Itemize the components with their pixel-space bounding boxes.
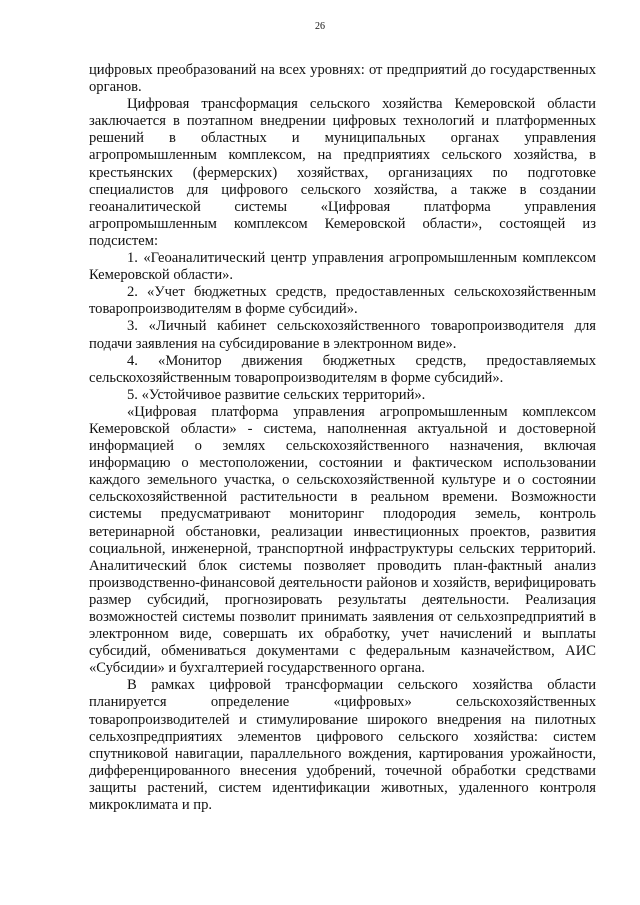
subsystem-item-5: 5. «Устойчивое развитие сельских территорий». — [127, 386, 426, 403]
document-body — [89, 62, 596, 814]
page-number: 26 — [315, 21, 325, 32]
paragraph-digital-producers: В рамках цифровой трансформации сельского хозяйства области планируется определение «цифровых» сельскохозяйственных товаропроизводителей и стимулирование широкого внедрения на пилотных сельхозпредприятиях элементов цифрового сельского хозяйства: систем спутниковой навигации, параллельного вождения, картирования урожайности, дифференцированного внесения удобрений, точечной обработки средствами защиты растений, систем идентификации животных, удаленного контроля микроклимата и пр. — [89, 677, 596, 814]
paragraph-platform-description: «Цифровая платформа управления агропромышленным комплексом Кемеровской области» - система, наполненная актуальной и достоверной информацией о землях сельскохозяйственного назначения, включая информацию о местоположении, состоянии и фактическом использовании каждого земельного участка, о сельскохозяйственной культуре и о состоянии сельскохозяйственной растительности в реальном времени. Возможности системы предусматривают мониторинг плодородия земель, контроль ветеринарной обстановки, реализации инвестиционных проектов, развития социальной, инженерной, транспортной инфраструктуры сельских территорий. Аналитический блок системы позволяет проводить план-фактный анализ производственно-финансовой деятельности районов и хозяйств, верифицировать размер субсидий, прогнозировать результаты деятельности. Реализация возможностей системы позволит принимать заявления от сельхозпредприятий в электронном виде, совершать их обработку, учет начислений и выплаты субсидий, обмениваться документами с федеральным казначейством, АИС «Субсидии» и бухгалтерией государственного органа. — [89, 403, 596, 677]
paragraph-digital-transformation: Цифровая трансформация сельского хозяйства Кемеровской области заключается в поэтапном внедрении цифровых технологий и платформенных решений в областных и муниципальных органах управления агропромышленным комплексом, на предприятиях сельского хозяйства, в крестьянских (фермерских) хозяйствах, организациях по подготовке специалистов для цифрового сельского хозяйства, а также в создании геоаналитической системы «Цифровая платформа управления агропромышленным комплексом Кемеровской области», состоящей из подсистем: — [89, 96, 596, 249]
subsystem-item-3: 3. «Личный кабинет сельскохозяйственного товаропроизводителя для подачи заявления на субсидирование в электронном виде». — [89, 318, 596, 352]
subsystem-item-4: 4. «Монитор движения бюджетных средств, предоставляемых сельскохозяйственным товаропроизводителям в форме субсидий». — [89, 352, 596, 386]
subsystem-item-1: 1. «Геоаналитический центр управления агропромышленным комплексом Кемеровской области». — [89, 250, 596, 284]
paragraph-continuation: цифровых преобразований на всех уровнях: от предприятий до государственных органов. — [89, 62, 596, 96]
subsystem-item-2: 2. «Учет бюджетных средств, предоставленных сельскохозяйственным товаропроизводителям в форме субсидий». — [89, 284, 596, 318]
